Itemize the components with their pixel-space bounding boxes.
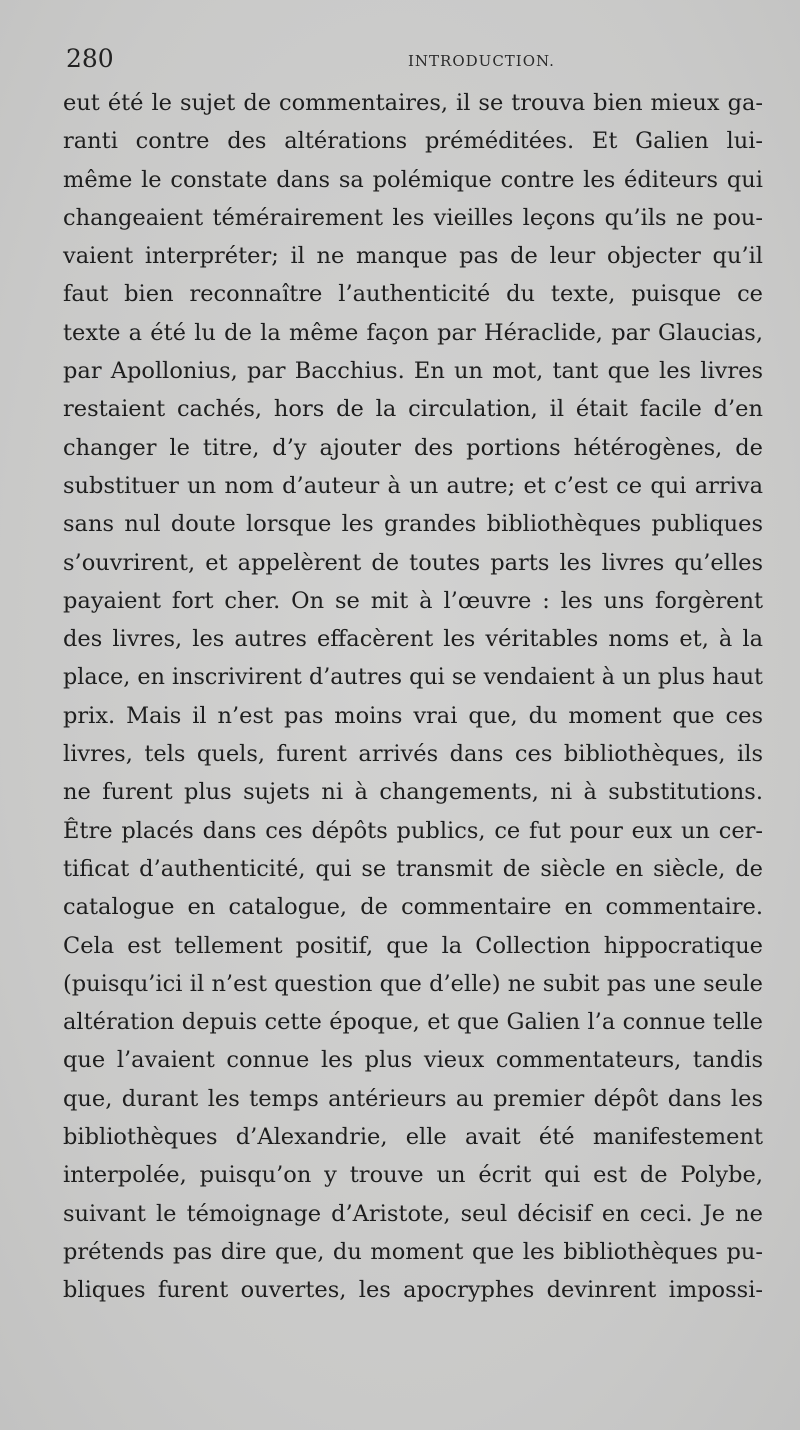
text-line: (puisqu’ici il n’est question que d’elle) ne subit pas une seule	[63, 970, 763, 997]
text-line: des livres, les autres effacèrent les véritables noms et, à la	[63, 626, 763, 653]
text-line: livres, tels quels, furent arrivés dans ces bibliothèques, ils	[63, 741, 763, 768]
running-head: INTRODUCTION.	[408, 52, 555, 70]
text-line: suivant le témoignage d’Aristote, seul décisif en ceci. Je ne	[63, 1200, 763, 1227]
text-line: que, durant les temps antérieurs au premier dépôt dans les	[63, 1085, 763, 1112]
text-line: changer le titre, d’y ajouter des portions hétérogènes, de	[63, 434, 763, 461]
body-text	[63, 84, 763, 1310]
text-line: eut été le sujet de commentaires, il se trouva bien mieux ga-	[63, 90, 763, 116]
text-line: payaient fort cher. On se mit à l’œuvre : les uns forgèrent	[63, 587, 763, 614]
text-line: s’ouvrirent, et appelèrent de toutes parts les livres qu’elles	[63, 549, 763, 576]
text-line: faut bien reconnaître l’authenticité du texte, puisque ce	[63, 281, 763, 308]
text-line: changeaient témérairement les vieilles leçons qu’ils ne pou-	[63, 204, 763, 231]
text-line: même le constate dans sa polémique contre les éditeurs qui	[63, 166, 763, 193]
text-line: prix. Mais il n’est pas moins vrai que, du moment que ces	[63, 702, 763, 729]
text-line: ranti contre des altérations préméditées. Et Galien lui-	[63, 128, 763, 155]
text-line: place, en inscrivirent d’autres qui se vendaient à un plus haut	[63, 664, 763, 691]
text-line: par Apollonius, par Bacchius. En un mot, tant que les livres	[63, 358, 763, 385]
page-header	[66, 44, 762, 84]
text-line: restaient cachés, hors de la circulation, il était facile d’en	[63, 396, 763, 423]
text-line: altération depuis cette époque, et que Galien l’a connue telle	[63, 1009, 763, 1036]
text-line: tificat d’authenticité, qui se transmit de siècle en siècle, de	[63, 855, 763, 882]
text-line: texte a été lu de la même façon par Héraclide, par Glaucias,	[63, 319, 763, 346]
text-line: prétends pas dire que, du moment que les bibliothèques pu-	[63, 1238, 763, 1265]
text-line: interpolée, puisqu’on y trouve un écrit qui est de Polybe,	[63, 1162, 763, 1189]
text-line: bibliothèques d’Alexandrie, elle avait été manifestement	[63, 1124, 763, 1151]
text-line: Être placés dans ces dépôts publics, ce fut pour eux un cer-	[63, 817, 763, 844]
text-line: bliques furent ouvertes, les apocryphes devinrent impossi-	[63, 1277, 763, 1304]
text-line: substituer un nom d’auteur à un autre; et c’est ce qui arriva	[63, 472, 763, 499]
text-line: Cela est tellement positif, que la Collection hippocratique	[63, 932, 763, 959]
text-line: que l’avaient connue les plus vieux commentateurs, tandis	[63, 1047, 763, 1074]
text-line: catalogue en catalogue, de commentaire en commentaire.	[63, 894, 763, 921]
page-number: 280	[66, 44, 114, 73]
text-line: sans nul doute lorsque les grandes bibliothèques publiques	[63, 511, 763, 538]
text-line: vaient interpréter; il ne manque pas de leur objecter qu’il	[63, 243, 763, 270]
text-line: ne furent plus sujets ni à changements, ni à substitutions.	[63, 779, 763, 806]
